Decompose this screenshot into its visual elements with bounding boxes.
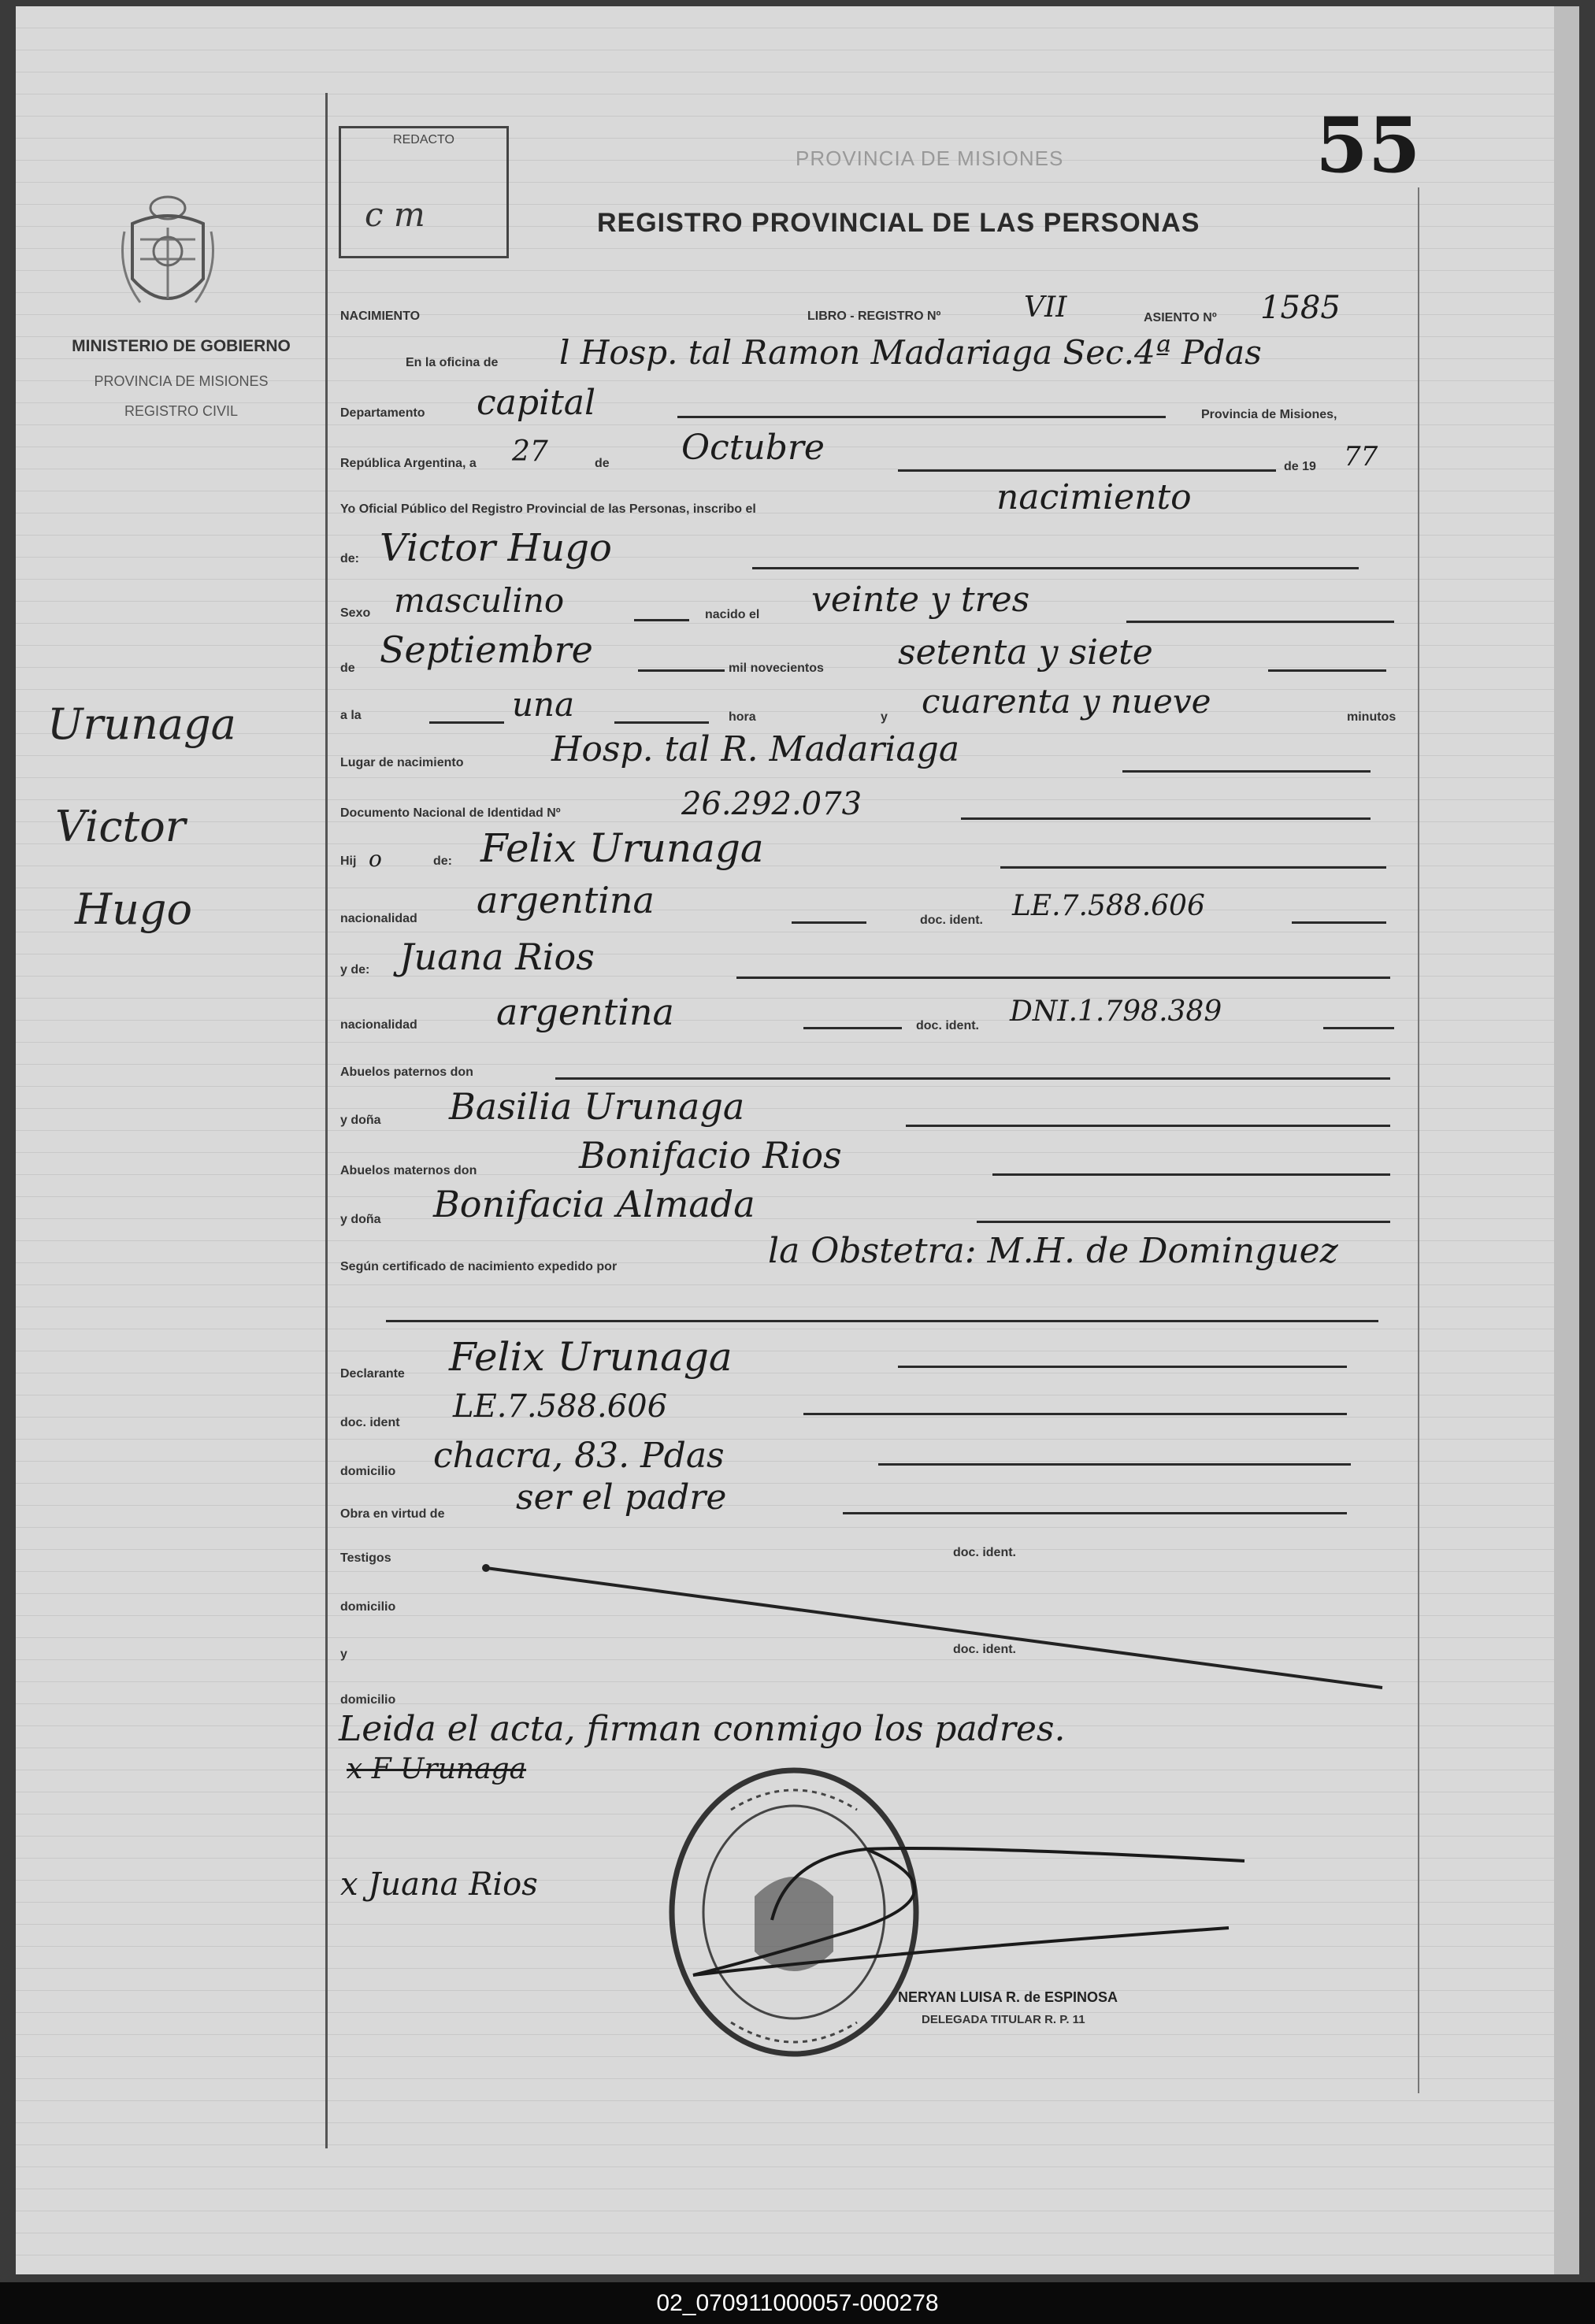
registry-title: REGISTRO PROVINCIAL DE LAS PERSONAS	[597, 208, 1200, 238]
doc-ident-t1-label: doc. ident.	[953, 1546, 1016, 1559]
side-surname: Urunaga	[47, 699, 236, 749]
redacto-value: c m	[365, 195, 425, 234]
mother-signature: x Juana Rios	[340, 1866, 538, 1903]
mes-nac-value: Septiembre	[380, 628, 593, 671]
hora-value: una	[512, 685, 575, 724]
nombre-value: Victor Hugo	[380, 526, 612, 570]
libro-value: VII	[1024, 291, 1067, 324]
oficina-value: l Hosp. tal Ramon Madariaga Sec.4ª Pdas	[559, 333, 1262, 372]
ab-mat-don: Bonifacio Rios	[579, 1134, 842, 1177]
anio-nac-value: setenta y siete	[898, 632, 1153, 673]
page-number: 55	[1315, 101, 1421, 190]
nac1-label: nacionalidad	[340, 912, 417, 925]
asiento-value: 1585	[1260, 290, 1341, 326]
side-middlename: Hugo	[75, 884, 192, 934]
official-role: DELEGADA TITULAR R. P. 11	[922, 2013, 1085, 2026]
closing-text: Leida el acta, firman conmigo los padres.	[339, 1709, 1066, 1749]
departamento-value: capital	[477, 383, 596, 423]
hijo-label: Hij	[340, 854, 357, 868]
document-id-footer: 02_070911000057-000278	[0, 2282, 1595, 2324]
oficina-label: En la oficina de	[406, 356, 499, 369]
doc1-label: doc. ident.	[920, 914, 983, 927]
asiento-label: ASIENTO Nº	[1144, 311, 1217, 324]
libro-label: LIBRO - REGISTRO Nº	[807, 309, 941, 323]
certificado-label: Según certificado de nacimiento expedido por	[340, 1260, 618, 1273]
declarante-value: Felix Urunaga	[449, 1334, 733, 1380]
nac2-label: nacionalidad	[340, 1018, 417, 1032]
departamento-label: Departamento	[340, 406, 425, 420]
sexo-label: Sexo	[340, 606, 371, 620]
nacimiento-label: NACIMIENTO	[340, 309, 421, 323]
doc1-value: LE.7.588.606	[1012, 890, 1205, 922]
document-sheet	[16, 6, 1579, 2274]
hora-label: hora	[729, 710, 756, 724]
ab-mat-dona: Bonifacia Almada	[433, 1183, 755, 1225]
anio-label: de 19	[1284, 460, 1316, 473]
father-signature: x F Urunaga	[347, 1753, 527, 1785]
republica-label: República Argentina, a	[340, 457, 477, 470]
dni-label: Documento Nacional de Identidad Nº	[340, 806, 561, 820]
nac1-value: argentina	[477, 879, 655, 921]
hijo-de-label: de:	[433, 854, 452, 868]
de-label: de	[595, 457, 610, 470]
oficial-label: Yo Oficial Público del Registro Provincial de las Personas, inscribo el	[340, 502, 756, 516]
dni-value: 26.292.073	[681, 786, 862, 822]
hijo-suffix: o	[369, 846, 382, 872]
nacido-label: nacido el	[705, 608, 760, 621]
domicilio-t1-label: domicilio	[340, 1600, 396, 1614]
province-header: PROVINCIA DE MISIONES	[796, 146, 1064, 170]
de2-label: de	[340, 662, 355, 675]
oficial-value: nacimiento	[996, 477, 1192, 517]
mes-value: Octubre	[681, 428, 825, 468]
lugar-label: Lugar de nacimiento	[340, 756, 464, 769]
testigos-label: Testigos	[340, 1551, 391, 1565]
y-de-label: y de:	[340, 963, 370, 977]
nac2-value: argentina	[496, 991, 674, 1033]
y-dona1-label: y doña	[340, 1114, 381, 1127]
domicilio-label: domicilio	[340, 1465, 396, 1478]
lugar-value: Hosp. tal R. Madariaga	[551, 729, 960, 769]
ministry-line-1: MINISTERIO DE GOBIERNO	[72, 337, 291, 355]
obra-value: ser el padre	[516, 1477, 727, 1518]
doc2-value: DNI.1.798.389	[1010, 995, 1222, 1028]
y-t-label: y	[340, 1648, 347, 1661]
a-la-label: a la	[340, 709, 362, 722]
doc-ident-t2-label: doc. ident.	[953, 1643, 1016, 1656]
de-nombre-label: de:	[340, 552, 359, 565]
y-dona2-label: y doña	[340, 1213, 381, 1226]
y-label: y	[881, 710, 888, 724]
official-signature-icon	[662, 1841, 1276, 1991]
ministry-line-3: REGISTRO CIVIL	[124, 403, 239, 419]
certificado-value: la Obstetra: M.H. de Dominguez	[768, 1231, 1338, 1271]
ab-pat-label: Abuelos paternos don	[340, 1066, 473, 1079]
doc3-label: doc. ident	[340, 1416, 400, 1429]
domicilio-value: chacra, 83. Pdas	[433, 1436, 725, 1476]
domicilio-t2-label: domicilio	[340, 1693, 396, 1707]
obra-label: Obra en virtud de	[340, 1507, 445, 1521]
redacto-label: REDACTO	[393, 133, 454, 146]
dia-value: 27	[512, 436, 548, 468]
madre-value: Juana Rios	[399, 936, 595, 978]
doc2-label: doc. ident.	[916, 1019, 979, 1032]
declarante-label: Declarante	[340, 1367, 405, 1381]
side-firstname: Victor	[55, 802, 186, 851]
anio-value: 77	[1344, 441, 1378, 473]
ab-pat-dona: Basilia Urunaga	[449, 1085, 745, 1128]
minutos-label: minutos	[1347, 710, 1397, 724]
sexo-value: masculino	[394, 581, 565, 620]
ministry-line-2: PROVINCIA DE MISIONES	[94, 373, 269, 389]
nacido-value: veinte y tres	[811, 580, 1030, 620]
provincia-label: Provincia de Misiones,	[1201, 408, 1337, 421]
doc3-value: LE.7.588.606	[453, 1388, 668, 1425]
padre-value: Felix Urunaga	[480, 825, 764, 871]
mil-label: mil novecientos	[729, 662, 824, 675]
official-name: NERYAN LUISA R. de ESPINOSA	[898, 1989, 1118, 2005]
minutos-value: cuarenta y nueve	[922, 682, 1211, 721]
ab-mat-label: Abuelos maternos don	[340, 1164, 477, 1177]
